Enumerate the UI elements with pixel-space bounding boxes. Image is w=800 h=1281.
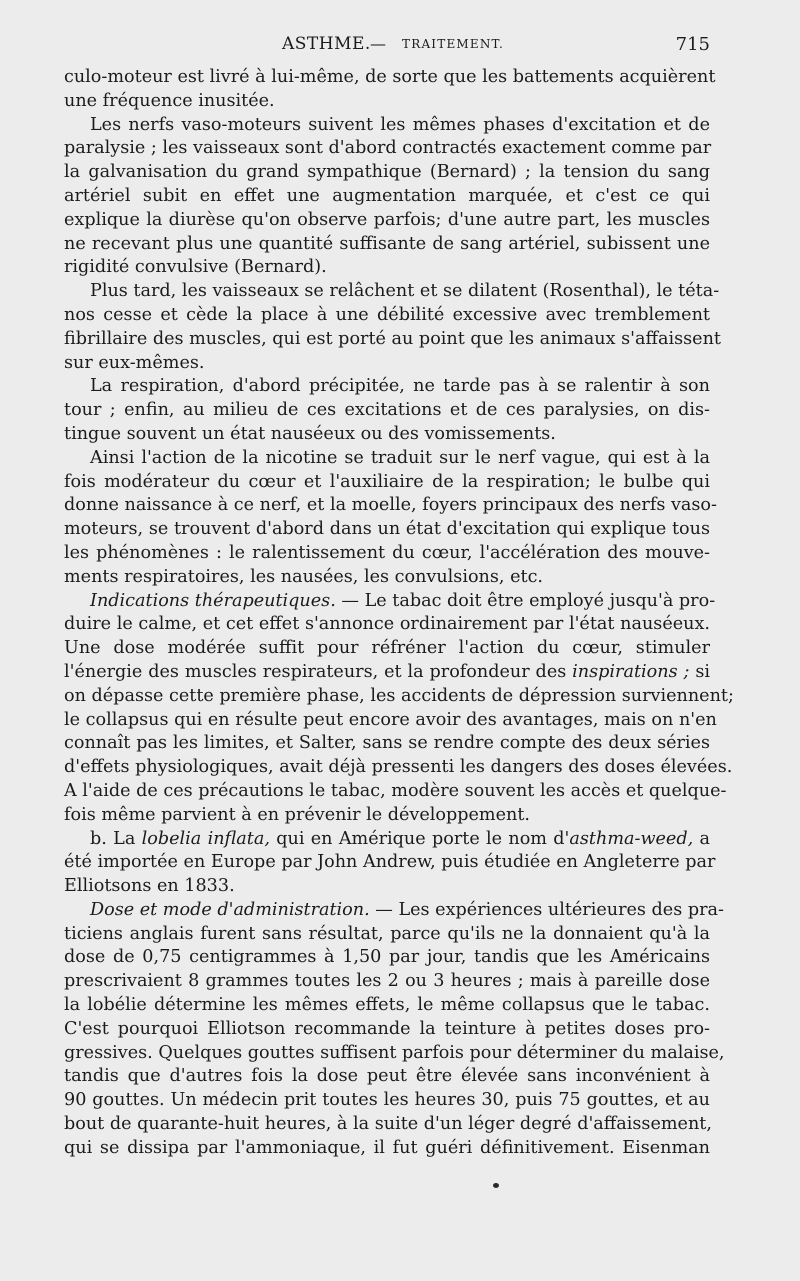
text-line: le collapsus qui en résulte peut encore avoir des avantages, mais on n'en (64, 709, 717, 730)
text-line: Les nerfs vaso-moteurs suivent les mêmes phases d'excitation et de (90, 114, 710, 135)
italic-phrase: lobelia inflata, (141, 828, 270, 849)
text-line: dose de 0,75 centigrammes à 1,50 par jour, tandis que les Américains (64, 947, 710, 968)
text-line: prescrivaient 8 grammes toutes les 2 ou 3 heures ; mais à pareille dose (64, 971, 710, 992)
text-line: nos cesse et cède la place à une débilité excessive avec tremblement (64, 304, 710, 325)
text-line: qui se dissipa par l'ammoniaque, il fut guéri définitivement. Eisenman (64, 1137, 710, 1158)
text-line: sur eux-mêmes. (64, 352, 205, 373)
italic-phrase: Indications thérapeutiques. (90, 590, 336, 611)
running-head (64, 34, 710, 56)
italic-phrase: Dose et mode d'administration. (90, 899, 370, 920)
text-line: fibrillaire des muscles, qui est porté au point que les animaux s'affaissent (64, 328, 721, 349)
text-line: b. La lobelia inflata, qui en Amérique porte le nom d'asthma-weed, a (90, 828, 710, 849)
page-number: 715 (675, 34, 710, 55)
running-head-separator: — (370, 34, 386, 53)
text-line: Dose et mode d'administration. — Les expériences ultérieures des pra- (90, 899, 724, 920)
text-line: artériel subit en effet une augmentation marquée, et c'est ce qui (64, 185, 710, 206)
text-line: tingue souvent un état nauséeux ou des vomissements. (64, 423, 556, 444)
text-line: 90 gouttes. Un médecin prit toutes les heures 30, puis 75 gouttes, et au (64, 1090, 710, 1111)
text-line: été importée en Europe par John Andrew, puis étudiée en Angleterre par (64, 852, 716, 873)
body-text (64, 66, 734, 1161)
text-line: fois même parvient à en prévenir le développement. (64, 804, 530, 825)
text-line: ticiens anglais furent sans résultat, parce qu'ils ne la donnaient qu'à la (64, 923, 710, 944)
text-line: bout de quarante-huit heures, à la suite d'un léger degré d'affaissement, (64, 1114, 712, 1135)
text-line: paralysie ; les vaisseaux sont d'abord contractés exactement comme par (64, 138, 712, 159)
text-line: une fréquence inusitée. (64, 90, 275, 111)
text-line: A l'aide de ces précautions le tabac, modère souvent les accès et quelque- (64, 780, 727, 801)
running-head-subtitle: TRAITEMENT. (402, 37, 505, 51)
text-line: connaît pas les limites, et Salter, sans se rendre compte des deux séries (64, 733, 710, 754)
text-line: fois modérateur du cœur et l'auxiliaire de la respiration; le bulbe qui (64, 471, 710, 492)
text-line: C'est pourquoi Elliotson recommande la teinture à petites doses pro- (64, 1018, 710, 1039)
ink-speck-mark (493, 1183, 499, 1188)
italic-phrase: inspirations ; (572, 661, 690, 682)
text-line: Une dose modérée suffit pour réfréner l'action du cœur, stimuler (64, 638, 710, 659)
text-line: explique la diurèse qu'on observe parfois; d'une autre part, les muscles (64, 209, 710, 230)
text-line: ne recevant plus une quantité suffisante de sang artériel, subissent une (64, 233, 710, 254)
text-line: on dépasse cette première phase, les accidents de dépression surviennent; (64, 685, 734, 706)
running-head-title: ASTHME. (282, 34, 371, 54)
text-line: la galvanisation du grand sympathique (Bernard) ; la tension du sang (64, 162, 710, 183)
text-line: ments respiratoires, les nausées, les convulsions, etc. (64, 566, 544, 587)
text-line: donne naissance à ce nerf, et la moelle, foyers principaux des nerfs vaso- (64, 495, 717, 516)
text-line: d'effets physiologiques, avait déjà pressenti les dangers des doses élevées. (64, 757, 733, 778)
text-line: culo-moteur est livré à lui-même, de sorte que les battements acquièrent (64, 67, 716, 87)
text-line: Elliotsons en 1833. (64, 876, 235, 897)
text-line: moteurs, se trouvent d'abord dans un état d'excitation qui explique tous (64, 519, 710, 540)
text-line: La respiration, d'abord précipitée, ne tarde pas à se ralentir à son (90, 376, 710, 397)
text-line: l'énergie des muscles respirateurs, et la profondeur des inspirations ; si (64, 661, 711, 682)
text-line: gressives. Quelques gouttes suffisent parfois pour déterminer du malaise, (64, 1042, 725, 1063)
text-line: tour ; enfin, au milieu de ces excitations et de ces paralysies, on dis- (64, 400, 710, 421)
text-line: duire le calme, et cet effet s'annonce ordinairement par l'état nauséeux. (64, 614, 710, 635)
italic-phrase: asthma-weed, (569, 828, 694, 849)
text-line: les phénomènes : le ralentissement du cœur, l'accélération des mouve- (64, 542, 710, 563)
text-line: Ainsi l'action de la nicotine se traduit sur le nerf vague, qui est à la (90, 447, 710, 468)
text-line: Indications thérapeutiques. — Le tabac doit être employé jusqu'à pro- (90, 590, 716, 611)
text-line: tandis que d'autres fois la dose peut être élevée sans inconvénient à (64, 1066, 710, 1087)
text-line: la lobélie détermine les mêmes effets, le même collapsus que le tabac. (64, 995, 710, 1016)
text-line: rigidité convulsive (Bernard). (64, 257, 327, 278)
text-line: Plus tard, les vaisseaux se relâchent et se dilatent (Rosenthal), le téta- (90, 281, 720, 302)
